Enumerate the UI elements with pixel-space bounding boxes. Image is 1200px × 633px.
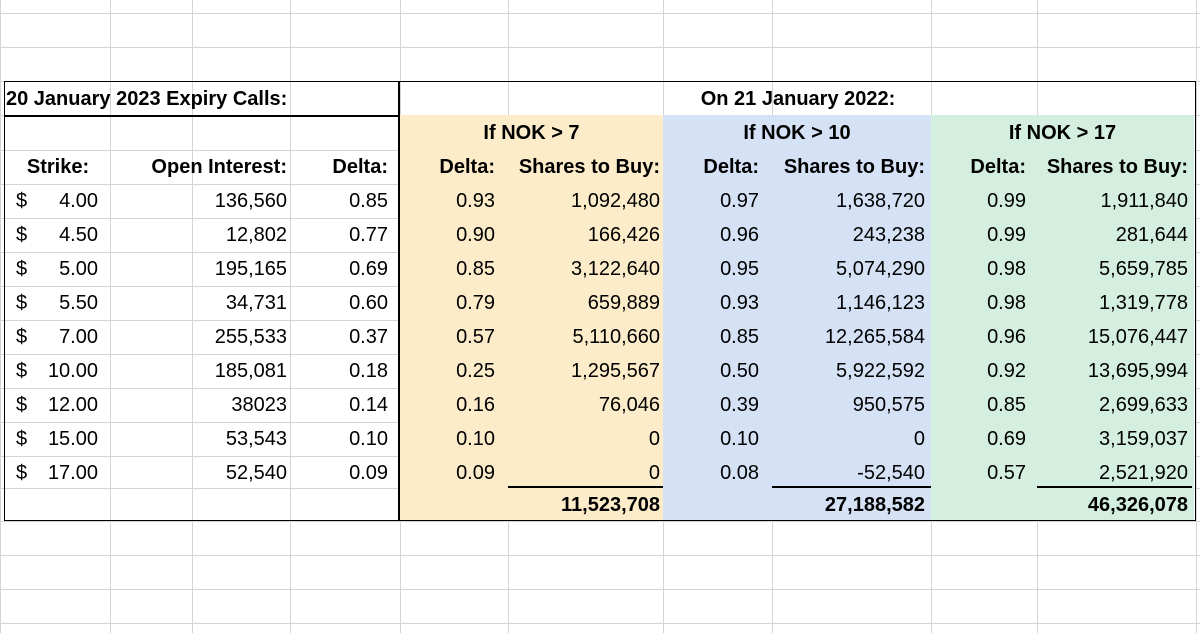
- delta-nok10-value: 0.97: [720, 190, 759, 212]
- currency-symbol: $: [16, 360, 28, 382]
- shares-nok10-value: 5,074,290: [836, 258, 925, 280]
- delta-value: 0.14: [349, 394, 388, 416]
- open-interest-value: 52,540: [225, 462, 287, 484]
- delta-nok7-value: 0.90: [456, 224, 495, 246]
- shares-nok17-value: 1,319,778: [1099, 292, 1188, 314]
- delta-value: 0.69: [349, 258, 388, 280]
- header-delta-nok7: Delta:: [439, 156, 495, 178]
- delta-nok10-value: 0.08: [720, 462, 759, 484]
- scenario-header-nok7: If NOK > 7: [483, 122, 580, 144]
- total-shares-nok10: 27,188,582: [824, 494, 925, 516]
- grid-row-line: [0, 589, 1200, 590]
- delta-value: 0.10: [349, 428, 388, 450]
- strike-value: 4.00: [59, 190, 98, 212]
- currency-symbol: $: [16, 326, 28, 348]
- shares-nok7-value: 0: [648, 428, 660, 450]
- currency-symbol: $: [16, 190, 28, 212]
- shares-nok7-value: 76,046: [598, 394, 660, 416]
- scenario-header-nok10: If NOK > 10: [743, 122, 851, 144]
- grid-col-line: [0, 0, 1, 633]
- delta-nok17-value: 0.69: [987, 428, 1026, 450]
- shares-nok17-value: 1,911,840: [1100, 190, 1188, 212]
- delta-nok17-value: 0.99: [987, 224, 1026, 246]
- strike-value: 10.00: [47, 360, 98, 382]
- delta-value: 0.18: [349, 360, 388, 382]
- header-shares-nok10: Shares to Buy:: [783, 156, 925, 178]
- open-interest-value: 12,802: [225, 224, 287, 246]
- open-interest-value: 38023: [231, 394, 287, 416]
- shares-nok7-value: 0: [648, 462, 660, 484]
- delta-nok17-value: 0.98: [987, 258, 1026, 280]
- grid-row-line: [0, 623, 1200, 624]
- shares-nok17-value: 2,699,633: [1099, 394, 1188, 416]
- currency-symbol: $: [16, 394, 28, 416]
- strike-value: 4.50: [59, 224, 98, 246]
- strike-value: 15.00: [47, 428, 98, 450]
- delta-nok17-value: 0.92: [987, 360, 1026, 382]
- shares-nok10-value: 950,575: [852, 394, 925, 416]
- total-shares-nok17: 46,326,078: [1087, 494, 1188, 516]
- delta-value: 0.77: [349, 224, 388, 246]
- grid-row-line: [0, 47, 1200, 48]
- shares-nok10-value: 12,265,584: [824, 326, 925, 348]
- header-open-interest: Open Interest:: [151, 156, 287, 178]
- delta-nok17-value: 0.99: [987, 190, 1026, 212]
- delta-value: 0.37: [349, 326, 388, 348]
- delta-nok10-value: 0.85: [720, 326, 759, 348]
- shares-nok10-value: -52,540: [857, 462, 925, 484]
- shares-nok10-value: 243,238: [852, 224, 925, 246]
- grid-col-line: [1196, 0, 1197, 633]
- strike-value: 12.00: [47, 394, 98, 416]
- open-interest-value: 53,543: [225, 428, 287, 450]
- grid-row-line: [0, 555, 1200, 556]
- strike-value: 5.50: [59, 292, 98, 314]
- shares-nok7-value: 1,092,480: [571, 190, 660, 212]
- open-interest-value: 185,081: [214, 360, 287, 382]
- shares-nok17-value: 3,159,037: [1099, 428, 1188, 450]
- delta-nok7-value: 0.10: [456, 428, 495, 450]
- header-delta-nok10: Delta:: [703, 156, 759, 178]
- scenario-title: On 21 January 2022:: [700, 88, 896, 110]
- table-title: 20 January 2023 Expiry Calls:: [6, 88, 288, 110]
- delta-nok10-value: 0.10: [720, 428, 759, 450]
- shares-nok7-value: 1,295,567: [571, 360, 660, 382]
- strike-value: 7.00: [59, 326, 98, 348]
- shares-nok7-value: 5,110,660: [572, 326, 660, 348]
- currency-symbol: $: [16, 462, 28, 484]
- delta-nok10-value: 0.39: [720, 394, 759, 416]
- currency-symbol: $: [16, 224, 28, 246]
- header-delta: Delta:: [332, 156, 388, 178]
- shares-nok7-value: 166,426: [587, 224, 660, 246]
- delta-nok17-value: 0.96: [987, 326, 1026, 348]
- delta-nok17-value: 0.57: [987, 462, 1026, 484]
- delta-value: 0.60: [349, 292, 388, 314]
- shares-nok10-value: 0: [913, 428, 925, 450]
- delta-nok17-value: 0.85: [987, 394, 1026, 416]
- delta-nok7-value: 0.57: [456, 326, 495, 348]
- open-interest-value: 255,533: [214, 326, 287, 348]
- open-interest-value: 34,731: [225, 292, 287, 314]
- shares-nok17-value: 2,521,920: [1099, 462, 1188, 484]
- currency-symbol: $: [16, 258, 28, 280]
- delta-nok10-value: 0.96: [720, 224, 759, 246]
- delta-nok17-value: 0.98: [987, 292, 1026, 314]
- strike-value: 17.00: [47, 462, 98, 484]
- open-interest-value: 136,560: [214, 190, 287, 212]
- delta-nok10-value: 0.95: [720, 258, 759, 280]
- open-interest-value: 195,165: [214, 258, 287, 280]
- shares-nok17-value: 13,695,994: [1087, 360, 1188, 382]
- delta-nok7-value: 0.85: [456, 258, 495, 280]
- delta-value: 0.85: [349, 190, 388, 212]
- shares-nok7-value: 659,889: [587, 292, 660, 314]
- delta-nok10-value: 0.93: [720, 292, 759, 314]
- delta-nok7-value: 0.93: [456, 190, 495, 212]
- shares-nok10-value: 5,922,592: [836, 360, 925, 382]
- shares-nok10-value: 1,146,123: [836, 292, 925, 314]
- currency-symbol: $: [16, 428, 28, 450]
- grid-row-line: [0, 13, 1200, 14]
- currency-symbol: $: [16, 292, 28, 314]
- shares-nok7-value: 3,122,640: [571, 258, 660, 280]
- header-delta-nok17: Delta:: [970, 156, 1026, 178]
- shares-nok17-value: 281,644: [1115, 224, 1188, 246]
- delta-nok10-value: 0.50: [720, 360, 759, 382]
- shares-nok17-value: 15,076,447: [1087, 326, 1188, 348]
- delta-nok7-value: 0.16: [456, 394, 495, 416]
- delta-nok7-value: 0.09: [456, 462, 495, 484]
- delta-value: 0.09: [349, 462, 388, 484]
- delta-nok7-value: 0.79: [456, 292, 495, 314]
- scenario-header-nok17: If NOK > 17: [1008, 122, 1117, 144]
- total-shares-nok7: 11,523,708: [561, 494, 660, 516]
- header-shares-nok7: Shares to Buy:: [518, 156, 660, 178]
- shares-nok10-value: 1,638,720: [836, 190, 925, 212]
- shares-nok17-value: 5,659,785: [1099, 258, 1188, 280]
- header-shares-nok17: Shares to Buy:: [1046, 156, 1188, 178]
- delta-nok7-value: 0.25: [456, 360, 495, 382]
- strike-value: 5.00: [59, 258, 98, 280]
- header-strike: Strike:: [26, 156, 90, 178]
